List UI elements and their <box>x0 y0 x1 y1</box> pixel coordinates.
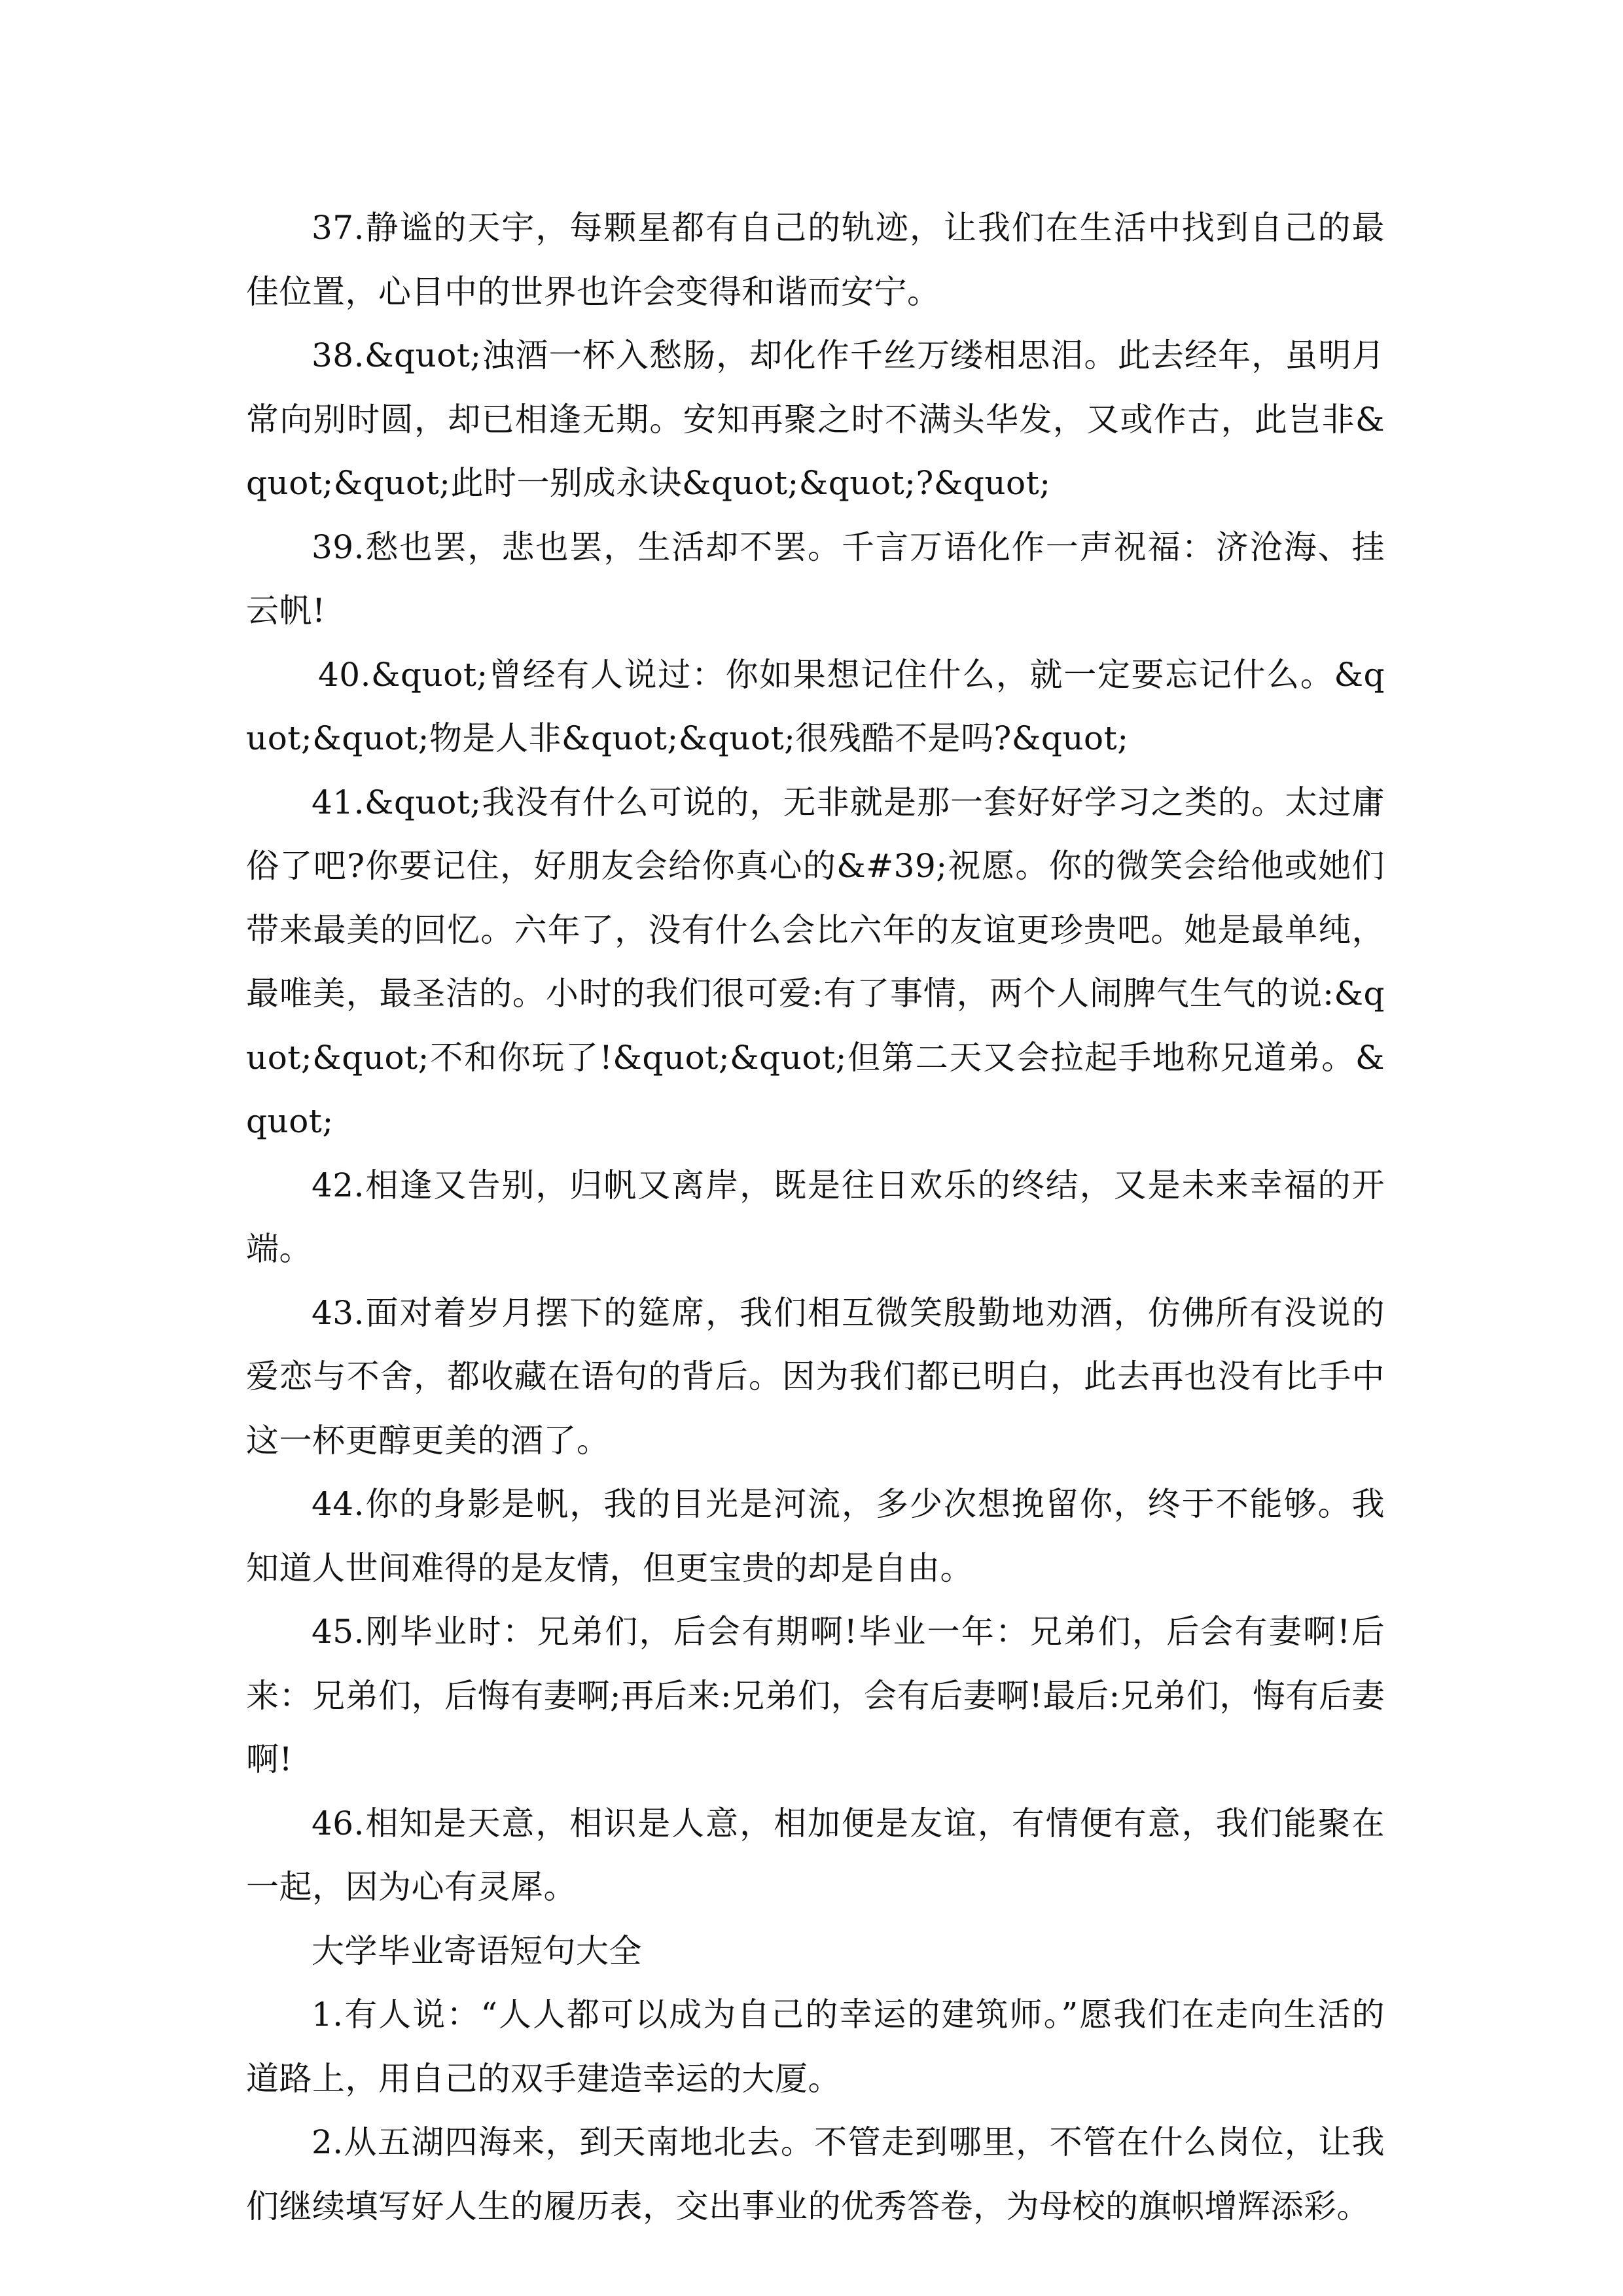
paragraph-42: 42.相逢又告别，归帆又离岸，既是往日欢乐的终结，又是未来幸福的开端。 <box>246 1166 1385 1268</box>
paragraph-40: 40.&quot;曾经有人说过：你如果想记住什么，就一定要忘记什么。&quot;&quot;物是人非&quot;&quot;很残酷不是吗?&quot; <box>246 655 1385 757</box>
paragraph-39: 39.愁也罢，悲也罢，生活却不罢。千言万语化作一声祝福：济沧海、挂云帆! <box>246 528 1385 630</box>
section-paragraph-1: 1.有人说：“人人都可以成为自己的幸运的建筑师。”愿我们在走向生活的道路上，用自己的双手建造幸运的大厦。 <box>246 1996 1385 2098</box>
paragraph-44: 44.你的身影是帆，我的目光是河流，多少次想挽留你，终于不能够。我知道人世间难得的是友情，但更宝贵的却是自由。 <box>246 1485 1385 1587</box>
section-paragraph-2: 2.从五湖四海来，到天南地北去。不管走到哪里，不管在什么岗位，让我们继续填写好人生的履历表，交出事业的优秀答卷，为母校的旗帜增辉添彩。 <box>246 2123 1385 2225</box>
paragraph-41: 41.&quot;我没有什么可说的，无非就是那一套好好学习之类的。太过庸俗了吧?你要记住，好朋友会给你真心的&#39;祝愿。你的微笑会给他或她们带来最美的回忆。六年了，没有什么会比六年的友谊更珍贵吧。她是最单纯，最唯美，最圣洁的。小时的我们很可爱:有了事情，两个人闹脾气生气的说:&quot;&quot;不和你玩了!&quot;&quot;但第二天又会拉起手地称兄道弟。&quot; <box>246 783 1385 1140</box>
paragraph-43: 43.面对着岁月摆下的筵席，我们相互微笑殷勤地劝酒，仿佛所有没说的爱恋与不舍，都收藏在语句的背后。因为我们都已明白，此去再也没有比手中这一杯更醇更美的酒了。 <box>246 1293 1385 1460</box>
paragraph-46: 46.相知是天意，相识是人意，相加便是友谊，有情便有意，我们能聚在一起，因为心有灵犀。 <box>246 1804 1385 1906</box>
document-body <box>246 196 1385 2238</box>
section-title: 大学毕业寄语短句大全 <box>312 1931 642 1970</box>
paragraph-45: 45.刚毕业时：兄弟们，后会有期啊!毕业一年：兄弟们，后会有妻啊!后来：兄弟们，后悔有妻啊;再后来:兄弟们，会有后妻啊!最后:兄弟们，悔有后妻啊! <box>246 1613 1385 1778</box>
paragraph-38: 38.&quot;浊酒一杯入愁肠，却化作千丝万缕相思泪。此去经年，虽明月常向别时圆，却已相逢无期。安知再聚之时不满头华发，又或作古，此岂非&quot;&quot;此时一别成永诀&quot;&quot;?&quot; <box>246 336 1385 502</box>
paragraph-37: 37.静谧的天宇，每颗星都有自己的轨迹，让我们在生活中找到自己的最佳位置，心目中的世界也许会变得和谐而安宁。 <box>246 209 1385 311</box>
